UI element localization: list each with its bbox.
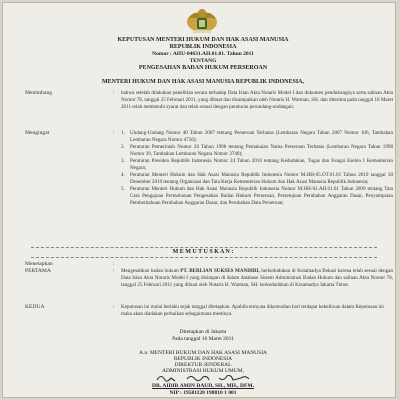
mengingat-item [121,130,393,144]
mengingat-label: Mengingat [25,130,50,136]
pertama-text [121,268,393,289]
company-name: PT. BERLIAN SUKSES MANDIRI, [180,268,260,274]
mengingat-item [121,144,393,158]
menetapkan-label: Menetapkan [25,261,53,267]
decree-title-line1: KEPUTUSAN MENTERI HUKUM DAN HAK ASASI MANUSIA [117,37,289,43]
section-divider-left [31,247,377,248]
decree-subject: PENGESAHAN BADAN HUKUM PERSEROAN [138,65,268,71]
minister-heading: MENTERI HUKUM DAN HAK ASASI MANUSIA REPUBLIK INDONESIA, [101,79,305,85]
issued-place: Ditetapkan di Jakarta [179,329,227,335]
mengingat-item [121,186,393,207]
pertama-text-rest: berkedudukan di Kotamadya Bekasi karena telah sesuai dengan Data Isian Akta Notaris Model I yang disimpan di dalam database Sistem Administrasi Badan Hukum dan salinan Akta Nomor 78, tanggal 25 Februari 2011 yang dibuat oleh Notaris H. Warman, SH. berkedudukan di Kotamadya Jakarta Timur. [121,268,393,288]
decree-title-line2: REPUBLIK INDONESIA [169,44,237,50]
mengingat-item-text: Peraturan Menteri Hukum dan Hak Asasi Manusia Republik Indonesia Nomor M.HH-05.OT.01.01 Tahun 2010 tanggal 30 Desember 2010 tentang Organisasi dan Tata Kerja Kementerian Hukum dan Hak Asasi Manusia Republik Indonesia; [130,172,393,185]
mengingat-item [121,172,393,186]
signatory-nip: NIP : 19581120 198810 1 001 [169,390,237,396]
kedua-label: KEDUA [25,304,45,310]
mengingat-item-number: 2. [121,144,125,150]
menimbang-label: Menimbang [25,90,53,96]
kedua-colon: : [113,304,115,310]
section-divider-right [31,257,377,258]
signature-line2: REPUBLIK INDONESIA [173,356,233,362]
mengingat-item [121,158,393,172]
decree-number: Nomor : AHU-04631.AH.01.01. Tahun 2011 [152,51,254,57]
menimbang-text: bahwa setelah dilakukan penelitian secara terhadap Data Isian Akta Notaris Model I dan dokumen pendukungnya serta salinan Akta Nomor 78, tanggal 25 Februari 2011, yang dibuat dan disampaikan oleh Notaris H. Warman, SH. dan diterima pada tanggal 10 Maret 2011 telah memenuhi syarat dan telah sesuai dengan peraturan perundang-undangan; [121,90,393,110]
mengingat-colon: : [113,130,115,136]
signature-line3: DIREKTUR JENDERAL [174,362,232,368]
signature-line4: ADMINISTRASI HUKUM UMUM, [161,368,245,374]
mengingat-item-number: 3. [121,158,125,164]
mengingat-item-text: Peraturan Pemerintah Nomor 26 Tahun 1998 tentang Pemakaian Nama Perseroan Terbatas (Lembaran Negara Tahun 1998 Nomor 39, Tambahan Lembaran Negara Nomor 3740); [130,144,393,157]
menetapkan-colon: : [113,261,115,267]
menimbang-colon: : [113,90,115,96]
mengingat-list [121,130,393,207]
issued-date: Pada tanggal 16 Maret 2011 [172,336,234,342]
signatory-name: DR. AIDIR AMIN DAUD, SH., MH., DFM. [152,383,254,389]
kedua-text: Keputusan ini mulai berlaku sejak tanggal ditetapkan. Apabila ternyata dikemudian hari terdapat kekeliruan dalam Keputusan ini maka akan diadakan perbaikan sebagaimana mestinya. [121,304,384,317]
decree-about: TENTANG [189,58,217,64]
document-page [2,2,396,398]
mengingat-item-text: Peraturan Menteri Hukum dan Hak Asasi Manusia Republik Indonesia Nomor M.HH-02.AH.01.01 Tahun 2009 tentang Tata Cara Pengajuan Permohonan Pengesahan Badan Hukum Perseroan, Persetujuan Perubahan Anggaran Dasar, Penyampaian Pemberitahuan Perubahan Anggaran Dasar, dan Perubahan Data Perseroan; [130,186,393,206]
garuda-emblem-icon [185,7,219,35]
memutuskan-heading: M E M U T U S K A N : [172,249,234,255]
pertama-text-prefix: Mengesahkan badan hukum [121,268,181,274]
mengingat-item-number: 4. [121,172,125,178]
mengingat-item-text: Peraturan Presiden Republik Indonesia Nomor 24 Tahun 2010 tentang Kedudukan, Tugas dan Fungsi Eselon I Kementerian Negara; [130,158,393,171]
pertama-label: PERTAMA [25,268,51,274]
mengingat-item-text: Undang-Undang Nomor 40 Tahun 2007 tentang Perseroan Terbatas (Lembaran Negara Tahun 2007 Nomor 106, Tambahan Lembaran Negara Nomor 4756); [130,130,393,143]
mengingat-item-number: 1. [121,130,125,136]
signature-line1: A.n. MENTERI HUKUM DAN HAK ASASI MANUSIA [138,350,268,356]
mengingat-item-number: 5. [121,186,125,192]
pertama-colon: : [113,268,115,274]
